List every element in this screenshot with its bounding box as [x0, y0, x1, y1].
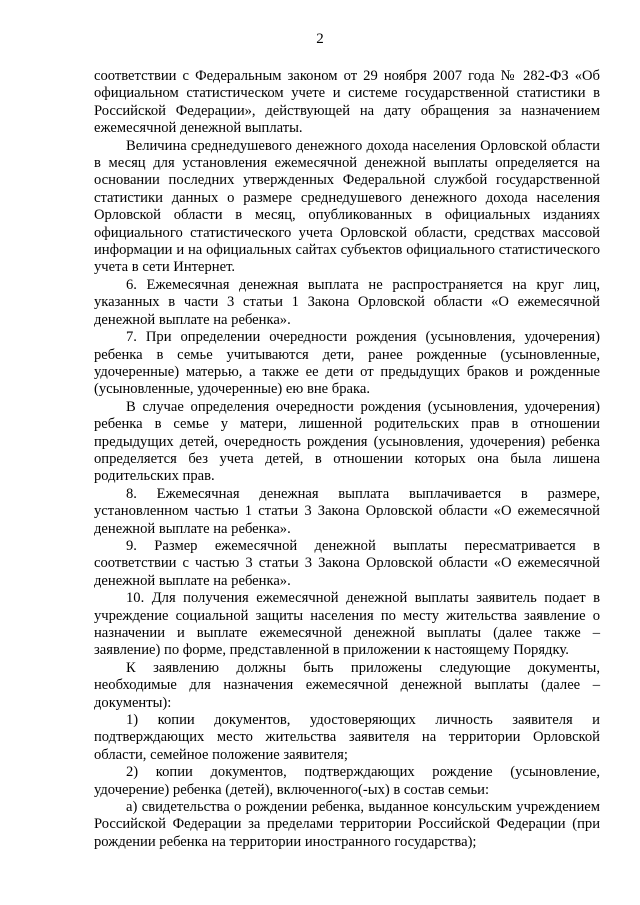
- paragraph-income-definition: Величина среднедушевого денежного дохода населения Орловской области в месяц для установления ежемесячной денежной выплаты определяется на основании последних утвержденных Федеральной службой государственной статистики данных о размере среднедушевого денежного дохода населения Орловской области в месяц, опубликованных в официальных изданиях официального статистического учета Орловской области, средствах массовой информации и на официальных сайтах субъектов официального статистического учета в сети Интернет.: [94, 137, 600, 276]
- paragraph-item-6: 6. Ежемесячная денежная выплата не распространяется на круг лиц, указанных в части 3 статьи 1 Закона Орловской области «О ежемесячной денежной выплате на ребенка».: [94, 276, 600, 328]
- paragraph-document-2: 2) копии документов, подтверждающих рождение (усыновление, удочерение) ребенка (детей), включенного(-ых) в состав семьи:: [94, 764, 600, 798]
- paragraph-item-9: 9. Размер ежемесячной денежной выплаты пересматривается в соответствии с частью 3 статьи 3 Закона Орловской области «О ежемесячной денежной выплате на ребенка».: [94, 537, 600, 589]
- page-number: 2: [316, 31, 324, 47]
- paragraph-document-1: 1) копии документов, удостоверяющих личность заявителя и подтверждающих место жительства заявителя на территории Орловской области, семейное положение заявителя;: [94, 712, 600, 763]
- paragraph-item-7: 7. При определении очередности рождения (усыновления, удочерения) ребенка в семье учитываются дети, ранее рожденные (усыновленные, удочеренные) матерью, а также ее дети от предыдущих браков и рожденные (усыновленные, удочеренные) ею вне брака.: [94, 329, 600, 398]
- paragraph-item-7-deprived-rights: В случае определения очередности рождения (усыновления, удочерения) ребенка в семье у матери, лишенной родительских прав в отношении предыдущих детей, очередность рождения (усыновления, удочерения) ребенка определяется без учета детей, в отношении которых она была лишена родительских прав.: [94, 398, 600, 485]
- paragraph-item-8: 8. Ежемесячная денежная выплата выплачивается в размере, установленном частью 1 статьи 3 Закона Орловской области «О ежемесячной денежной выплате на ребенка».: [94, 485, 600, 537]
- paragraph-item-10: 10. Для получения ежемесячной денежной выплаты заявитель подает в учреждение социальной защиты населения по месту жительства заявление о назначении и выплате ежемесячной денежной выплаты (далее также – заявление) по форме, представленной в приложении к настоящему Порядку.: [94, 590, 600, 659]
- document-body: [94, 68, 600, 851]
- paragraph-continuation: соответствии с Федеральным законом от 29 ноября 2007 года № 282-ФЗ «Об официальном статистическом учете и системе государственной статистики в Российской Федерации», действующей на дату обращения за назначением ежемесячной денежной выплаты.: [94, 68, 600, 137]
- paragraph-documents-intro: К заявлению должны быть приложены следующие документы, необходимые для назначения ежемесячной денежной выплаты (далее – документы):: [94, 659, 600, 711]
- paragraph-document-2a: а) свидетельства о рождении ребенка, выданное консульским учреждением Российской Федерации за пределами территории Российской Федерации (при рождении ребенка на территории иностранного государства);: [94, 799, 600, 850]
